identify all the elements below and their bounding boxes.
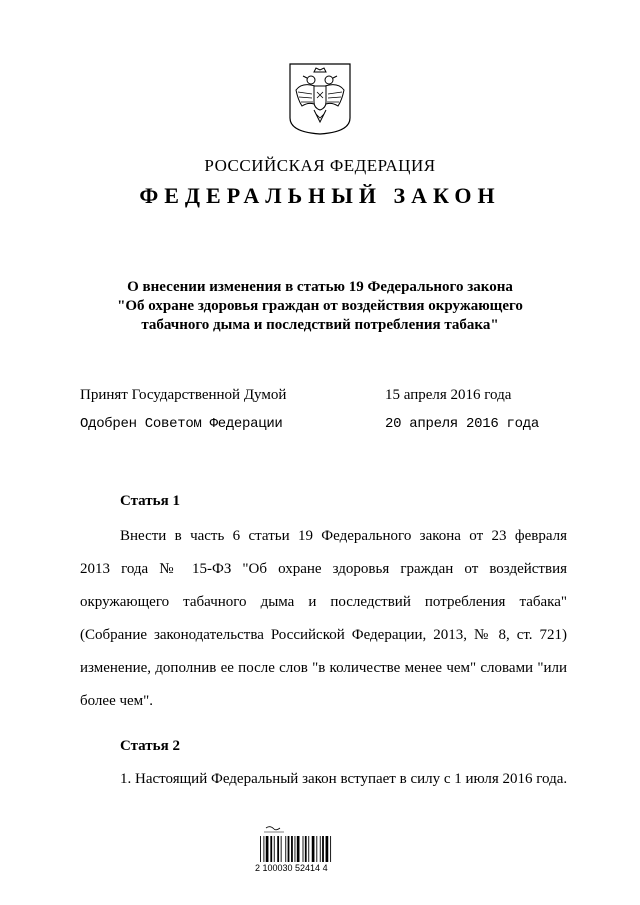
- barcode-number: 2 100030 52414 4: [255, 863, 328, 873]
- country-name: РОССИЙСКАЯ ФЕДЕРАЦИЯ: [204, 156, 436, 175]
- law-title-line: О внесении изменения в статью 19 Федерального закона: [127, 279, 513, 295]
- article-1-text: [80, 520, 567, 718]
- article-1-heading: Статья 1: [120, 493, 180, 509]
- law-title-line: табачного дыма и последствий потребления табака": [141, 317, 499, 333]
- adopted-date: 15 апреля 2016 года: [385, 387, 512, 403]
- article-1-line: Внести в часть 6 статьи 19 Федерального закона от 23 февраля: [120, 528, 567, 544]
- approved-date: 20 апреля 2016 года: [385, 416, 539, 432]
- article-1-line: 2013 года № 15-ФЗ "Об охране здоровья граждан от воздействия: [80, 561, 567, 577]
- document-type: ФЕДЕРАЛЬНЫЙ ЗАКОН: [139, 183, 501, 208]
- law-title: [60, 278, 580, 335]
- approved-label: Одобрен Советом Федерации: [80, 416, 283, 432]
- law-title-line: "Об охране здоровья граждан от воздействия окружающего: [117, 298, 523, 314]
- article-1-line: окружающего табачного дыма и последствий потребления табака": [80, 594, 567, 610]
- article-1-line: более чем".: [80, 693, 154, 709]
- coat-of-arms-emblem: [288, 62, 352, 136]
- article-1-line: изменение, дополнив ее после слов "в количестве менее чем" словами "или: [80, 660, 567, 676]
- article-2-item-1: 1. Настоящий Федеральный закон вступает в силу с 1 июля 2016 года.: [120, 771, 568, 787]
- adopted-label: Принят Государственной Думой: [80, 387, 287, 403]
- article-1-line: (Собрание законодательства Российской Федерации, 2013, № 8, ст. 721): [80, 627, 567, 643]
- article-2-heading: Статья 2: [120, 738, 180, 754]
